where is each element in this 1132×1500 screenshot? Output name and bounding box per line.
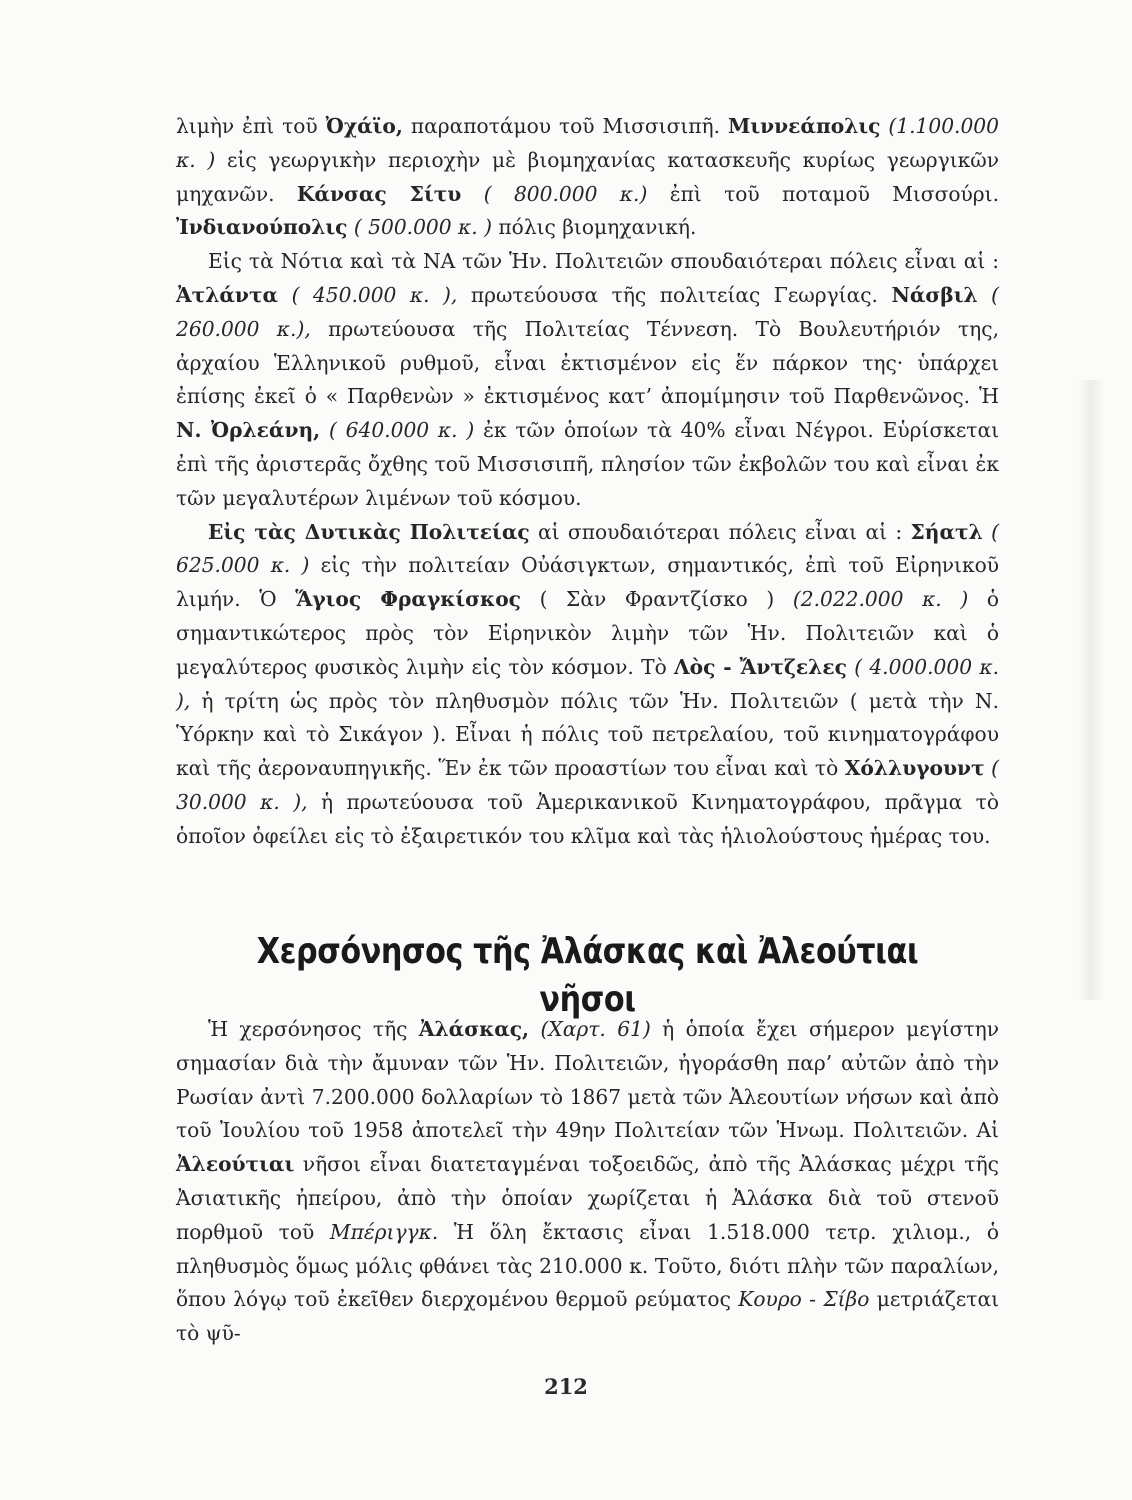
italic-note: (2.022.000 κ. ) — [792, 587, 969, 612]
bold-term: Ἰνδιανούπολις — [176, 215, 348, 240]
italic-note: Κουρο - Σίβο — [738, 1287, 870, 1312]
text-run: ἐκ τῶν ὁποίων τὰ 40% εἶναι Νέγροι. Εὑρίσκεται ἐπὶ τῆς ἀριστερᾶς ὄχθης τοῦ Μισσισιπῆ, πλησίον τῶν ἐκβολῶν του καὶ εἶναι ἐκ τῶν μεγαλυτέρων λιμένων τοῦ κόσμου. — [176, 418, 1000, 510]
bold-term: Ὀχάϊο, — [325, 114, 403, 138]
text-run: παραποτάμου τοῦ Μισσισιπῆ. — [402, 114, 729, 138]
italic-note: ( 450.000 κ. ), — [291, 282, 458, 307]
text-run: νῆσοι εἶναι διατεταγμέναι τοξοειδῶς, ἀπὸ τῆς Ἀλάσκας μέχρι τῆς Ἀσιατικῆς ἠπείρου, ἀπὸ τὴν ὁποίαν χωρίζεται ἡ Ἀλάσκα διὰ τοῦ στενοῦ πορθμοῦ τοῦ — [176, 1152, 999, 1244]
text-run: Ἡ χερσόνησος τῆς — [208, 1017, 419, 1041]
text-run: Εἰς τὰ Νότια καὶ τὰ ΝΑ τῶν Ἡν. Πολιτειῶν σπουδαιότεραι πόλεις εἶναι αἱ : — [208, 249, 999, 274]
text-run: ἡ τρίτη ὡς πρὸς τὸν πληθυσμὸν πόλις τῶν Ἡν. Πολιτειῶν ( μετὰ τὴν Ν. Ὑόρκην καὶ τὸ Σικάγον ). Εἶναι ἡ πόλις τοῦ πετρελαίου, τοῦ κινηματογράφου καὶ τῆς ἀεροναυπηγικῆς. Ἕν ἐκ τῶν προαστίων του εἶναι καὶ τὸ — [176, 688, 999, 781]
text-run — [983, 520, 991, 544]
italic-note: (Χαρτ. 61) — [540, 1017, 651, 1041]
italic-note: ( 30.000 κ. ), — [176, 756, 999, 814]
italic-note: ( 625.000 κ. ) — [176, 519, 1000, 578]
body-text-top — [176, 110, 999, 854]
bold-term: Σήατλ — [910, 519, 983, 544]
text-run — [278, 283, 292, 307]
bold-term: Μιννεάπολις — [728, 114, 881, 138]
italic-note: ( 260.000 κ.), — [176, 282, 1000, 341]
text-run: μετριάζεται τὸ ψῦ- — [176, 1287, 999, 1346]
bold-term: Εἰς τὰς Δυτικὰς Πολιτείας — [208, 519, 530, 544]
paragraph — [176, 516, 999, 854]
italic-note: ( 640.000 κ. ) — [328, 418, 475, 443]
bold-term: Ν. Ὀρλεάνη, — [176, 418, 321, 443]
text-run: ὁ σημαντικώτερος πρὸς τὸν Εἰρηνικὸν λιμὴν τῶν Ἡν. Πολιτειῶν καὶ ὁ μεγαλύτερος φυσικὸς λιμὴν εἰς τὸν κόσμον. Τὸ — [176, 587, 999, 679]
bold-term: Κάνσας Σίτυ — [296, 181, 462, 206]
paragraph — [176, 245, 999, 515]
body-text-bottom — [176, 1013, 999, 1351]
text-run: εἰς γεωργικὴν περιοχὴν μὲ βιομηχανίας κατασκευῆς κυρίως γεωργικῶν μηχανῶν. — [176, 147, 999, 206]
bold-term: Ἀτλάντα — [176, 282, 279, 307]
text-run: ἡ ὁποία ἔχει σήμερον μεγίστην σημασίαν διὰ τὴν ἄμυναν τῶν Ἡν. Πολιτειῶν, ἠγοράσθη παρ’ αὐτῶν ἀπὸ τὴν Ρωσίαν ἀντὶ 7.200.000 δολλαρίων τὸ 1867 μετὰ τῶν Ἀλεουτίων νήσων καὶ ἀπὸ τοῦ Ἰουλίου τοῦ 1958 ἀποτελεῖ τὴν 49ην Πολιτείαν τῶν Ἡνωμ. Πολιτειῶν. Αἱ — [176, 1017, 999, 1143]
text-run: πρωτεύουσα τῆς Πολιτείας Τέννεση. Τὸ Βουλευτήριόν της, ἀρχαίου Ἑλληνικοῦ ρυθμοῦ, εἶναι ἐκτισμένον εἰς ἕν πάρκον της· ὑπάρχει ἐπίσης ἐκεῖ ὁ « Παρθενὼν » ἐκτισμένος κατ’ ἀπομίμησιν τοῦ Παρθενῶνος. Ἡ — [176, 316, 999, 409]
text-run — [461, 182, 483, 206]
italic-note: ( 4.000.000 κ. ), — [176, 654, 1000, 713]
page-edge-shadow — [1078, 380, 1104, 1000]
text-run: λιμὴν ἐπὶ τοῦ — [176, 114, 326, 138]
bold-term: Ἀλεούτιαι — [176, 1152, 295, 1177]
text-run — [320, 418, 329, 442]
text-run: πόλις βιομηχανική. — [491, 215, 697, 240]
paragraph — [176, 110, 999, 245]
text-run: αἱ σπουδαιότεραι πόλεις εἶναι αἱ : — [529, 519, 911, 544]
page-number: 212 — [544, 1374, 588, 1399]
text-run: ἐπὶ τοῦ ποταμοῦ Μισσούρι. — [647, 181, 999, 206]
bold-term: Λὸς - Ἄντζελες — [674, 654, 847, 679]
bold-term: Χόλλυγουντ — [844, 756, 985, 781]
text-run: ἡ πρωτεύουσα τοῦ Ἀμερικανικοῦ Κινηματογράφου, πρᾶγμα τὸ ὁποῖον ὀφείλει εἰς τὸ ἐξαιρετικόν του κλῖμα καὶ τὰς ἡλιολούστους ἡμέρας του. — [176, 789, 999, 848]
paragraph — [176, 1013, 999, 1351]
bold-term: Ἅγιος Φραγκίσκος — [295, 587, 521, 612]
text-run — [529, 1017, 540, 1041]
text-run: Ἡ ὅλη ἔκτασις εἶναι 1.518.000 τετρ. χιλιομ., ὁ πληθυσμὸς ὅμως μόλις φθάνει τὰς 210.000 κ. Τοῦτο, διότι πλὴν τῶν παραλίων, ὅπου λόγῳ τοῦ ἐκεῖθεν διερχομένου θερμοῦ ρεύματος — [176, 1219, 999, 1312]
text-run: πρωτεύουσα τῆς πολιτείας Γεωργίας. — [457, 282, 892, 307]
italic-note: Μπέριγγκ. — [329, 1219, 439, 1244]
text-run — [978, 283, 992, 307]
italic-note: ( 800.000 κ.) — [483, 181, 648, 206]
italic-note: (1.100.000 κ. ) — [176, 114, 999, 172]
italic-note: ( 500.000 κ. ) — [353, 215, 492, 240]
text-run: ( Σὰν Φραντζίσκο ) — [520, 587, 793, 612]
section-heading: Χερσόνησος τῆς Ἀλάσκας καὶ Ἀλεούτιαι νῆσοι — [256, 931, 919, 1020]
bold-term: Νάσβιλ — [891, 282, 978, 307]
text-run: εἰς τὴν πολιτείαν Οὐάσιγκτων, σημαντικός, ἐπὶ τοῦ Εἰρηνικοῦ λιμήν. Ὁ — [176, 553, 999, 612]
bold-term: Ἀλάσκας, — [418, 1017, 530, 1041]
